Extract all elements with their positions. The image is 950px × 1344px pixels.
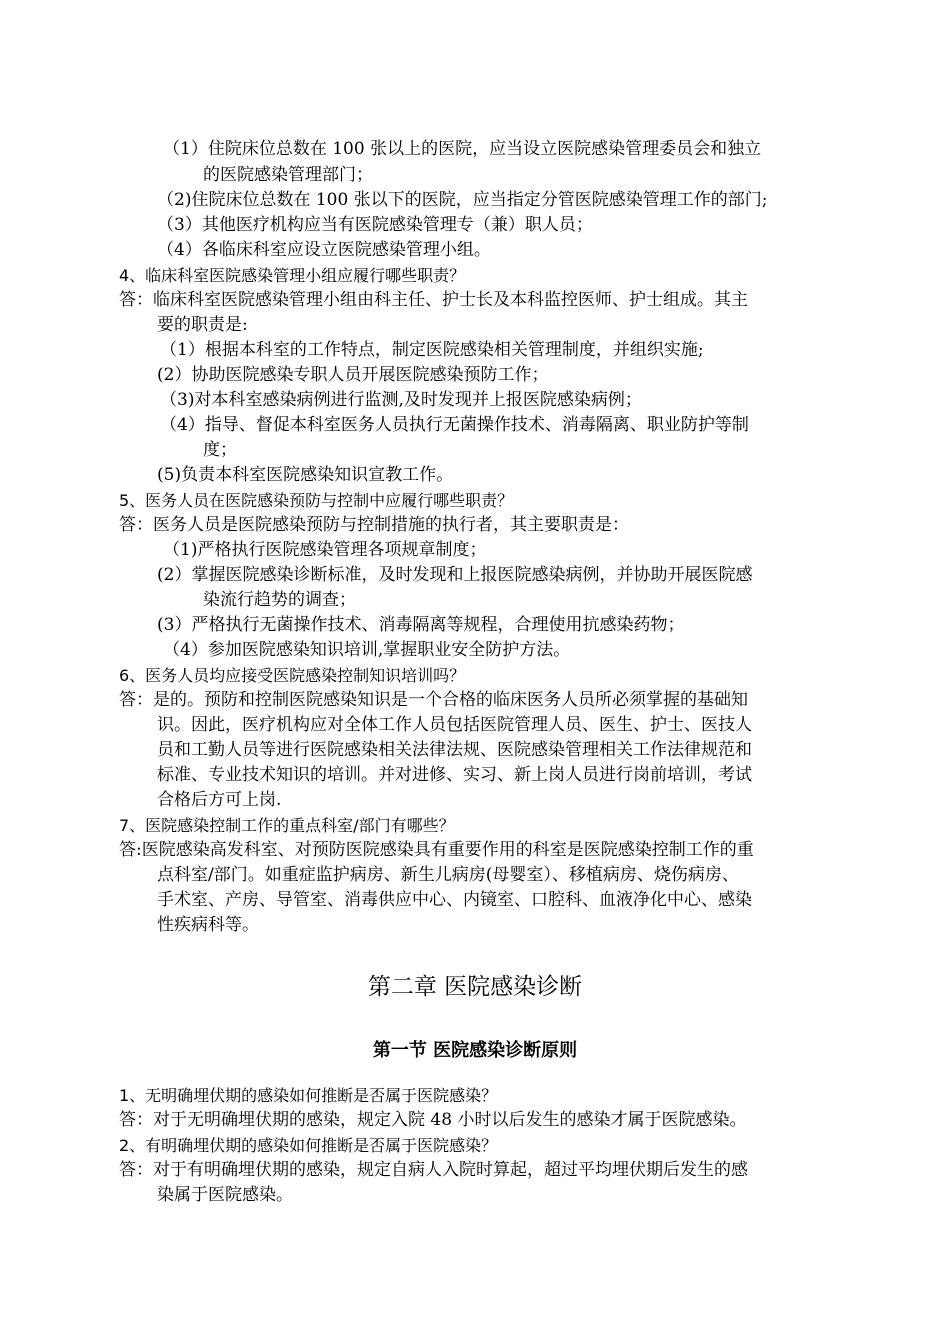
q5-question: 5、医务人员在医院感染预防与控制中应履行哪些职责？ — [119, 491, 514, 510]
q4-item-4-cont: 度； — [203, 440, 237, 460]
q3-item-2: （2)住院床位总数在 100 张以下的医院，应当指定分管医院感染管理工作的部门; — [157, 190, 768, 210]
q4-question: 4、临床科室医院感染管理小组应履行哪些职责？ — [119, 266, 466, 285]
q4-item-2: (2）协助医院感染专职人员开展医院感染预防工作； — [157, 365, 549, 385]
q5-answer: 答：医务人员是医院感染预防与控制措施的执行者，其主要职责是： — [119, 515, 629, 535]
chapter-title: 第二章 医院感染诊断 — [367, 974, 583, 1000]
q5-item-2: (2）掌握医院感染诊断标准，及时发现和上报医院感染病例，并协助开展医院感 — [157, 565, 753, 585]
q6-question: 6、医务人员均应接受医院感染控制知识培训吗？ — [119, 666, 466, 685]
q4-item-4: （4）指导、督促本科室医务人员执行无菌操作技术、消毒隔离、职业防护等制 — [160, 415, 749, 435]
q4-item-1: （1）根据本科室的工作特点，制定医院感染相关管理制度，并组织实施; — [160, 340, 704, 360]
q7-question: 7、医院感染控制工作的重点科室/部门有哪些？ — [119, 816, 455, 835]
q6-answer-line-3: 员和工勤人员等进行医院感染相关法律法规、医院感染管理相关工作法律规范和 — [157, 740, 752, 760]
q4-item-5: (5)负责本科室医院感染知识宣教工作。 — [157, 465, 454, 485]
q4-item-3: （3)对本科室感染病例进行监测,及时发现并上报医院感染病例； — [160, 390, 642, 410]
q5-item-2-cont: 染流行趋势的调查； — [203, 590, 356, 610]
q4-answer-line-1: 答：临床科室医院感染管理小组由科主任、护士长及本科监控医师、护士组成。其主 — [119, 290, 748, 310]
q7-answer-line-1: 答:医院感染高发科室、对预防医院感染具有重要作用的科室是医院感染控制工作的重 — [119, 840, 754, 860]
q5-item-4: （4）参加医院感染知识培训,掌握职业安全防护方法。 — [163, 640, 571, 660]
section-title: 第一节 医院感染诊断原则 — [372, 1040, 578, 1061]
q3-item-1: （1）住院床位总数在 100 张以上的医院，应当设立医院感染管理委员会和独立 — [163, 139, 762, 159]
q6-answer-line-1: 答：是的。预防和控制医院感染知识是一个合格的临床医务人员所必须掌握的基础知 — [119, 690, 748, 710]
q4-answer-line-2: 要的职责是: — [157, 315, 248, 335]
s1-q1-question: 1、无明确埋伏期的感染如何推断是否属于医院感染？ — [119, 1086, 498, 1105]
q6-answer-line-5: 合格后方可上岗. — [157, 790, 282, 810]
q3-item-3: （3）其他医疗机构应当有医院感染管理专（兼）职人员； — [157, 215, 593, 235]
s1-q2-answer-line-2: 染属于医院感染。 — [157, 1185, 293, 1205]
s1-q1-answer: 答：对于无明确埋伏期的感染，规定入院 48 小时以后发生的感染才属于医院感染。 — [119, 1110, 747, 1130]
q7-answer-line-4: 性疾病科等。 — [157, 915, 259, 935]
s1-q2-question: 2、有明确埋伏期的感染如何推断是否属于医院感染？ — [119, 1136, 498, 1155]
q5-item-3: (3）严格执行无菌操作技术、消毒隔离等规程，合理使用抗感染药物； — [157, 615, 685, 635]
q6-answer-line-2: 识。因此，医疗机构应对全体工作人员包括医院管理人员、医生、护士、医技人 — [157, 715, 752, 735]
s1-q2-answer-line-1: 答：对于有明确埋伏期的感染，规定自病人入院时算起，超过平均埋伏期后发生的感 — [119, 1160, 748, 1180]
q3-item-4: （4）各临床科室应设立医院感染管理小组。 — [157, 240, 491, 260]
q7-answer-line-3: 手术室、产房、导管室、消毒供应中心、内镜室、口腔科、血液净化中心、感染 — [157, 890, 752, 910]
q5-item-1: （1)严格执行医院感染管理各项规章制度； — [163, 540, 487, 560]
q7-answer-line-2: 点科室/部门。如重症监护病房、新生儿病房(母婴室）、移植病房、烧伤病房、 — [157, 865, 739, 885]
q3-item-1-cont: 的医院感染管理部门； — [203, 165, 373, 185]
q6-answer-line-4: 标准、专业技术知识的培训。并对进修、实习、新上岗人员进行岗前培训，考试 — [157, 765, 752, 785]
